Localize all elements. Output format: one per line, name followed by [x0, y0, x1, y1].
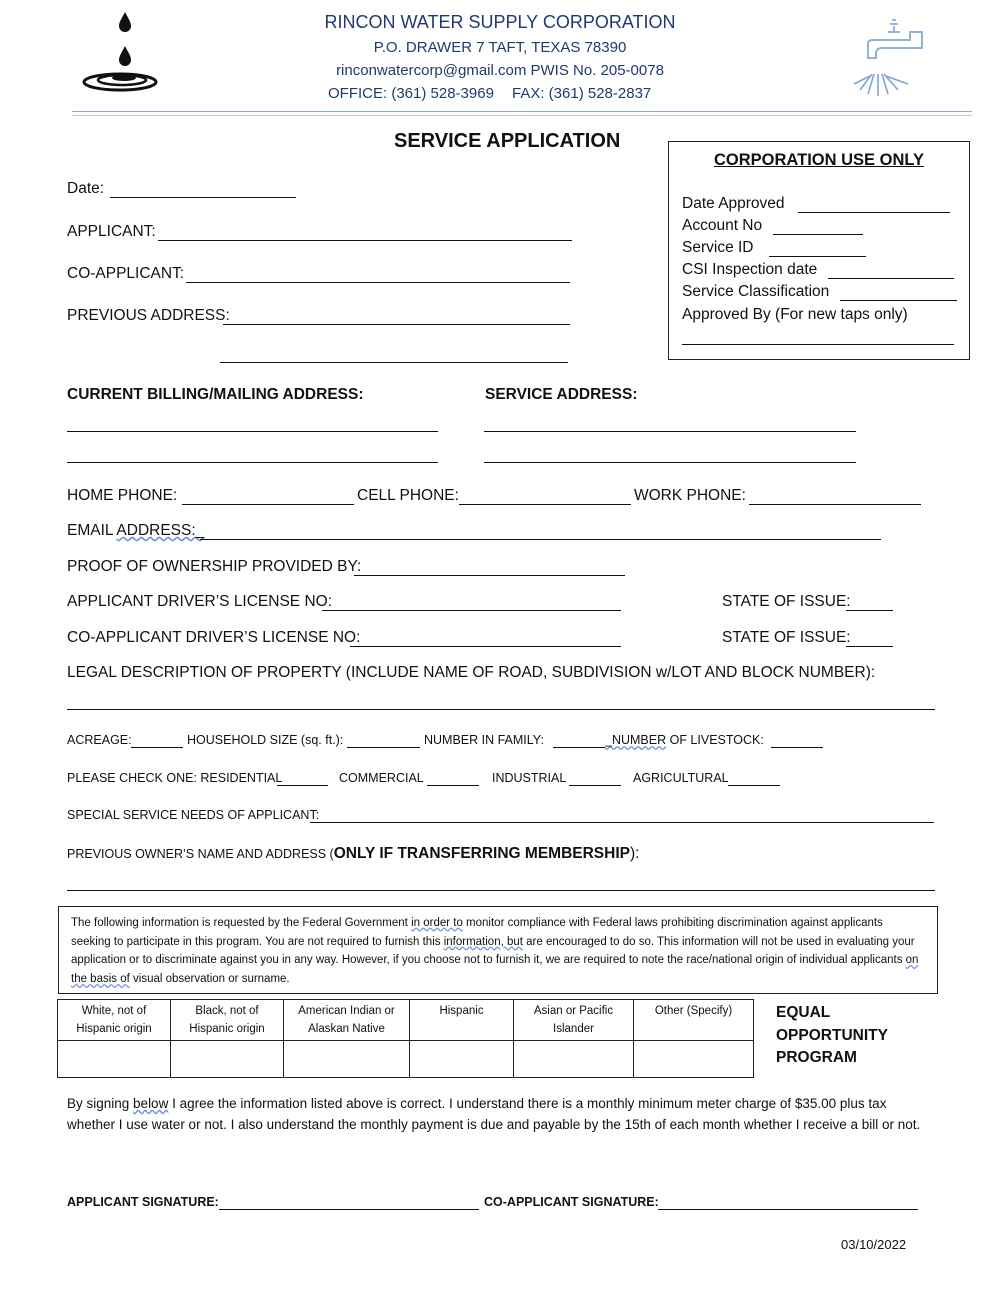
eo-header-white: White, not of Hispanic origin: [58, 1000, 171, 1041]
legal-description-field[interactable]: [67, 709, 935, 710]
previous-address-label: PREVIOUS ADDRESS:: [67, 307, 230, 324]
email-field[interactable]: [200, 539, 881, 540]
date-approved-label: Date Approved: [682, 195, 785, 212]
industrial-checkbox[interactable]: [569, 785, 621, 786]
co-drivers-license-label: CO-APPLICANT DRIVER’S LICENSE NO:: [67, 629, 361, 646]
special-needs-field[interactable]: [310, 822, 934, 823]
residential-label: PLEASE CHECK ONE: RESIDENTIAL: [67, 771, 283, 785]
commercial-label: COMMERCIAL: [339, 771, 424, 785]
eo-cell-black[interactable]: [171, 1041, 284, 1078]
corporation-box-title: CORPORATION USE ONLY: [714, 151, 924, 169]
number-in-family-label: NUMBER IN FAMILY:: [424, 733, 544, 747]
special-needs-label: SPECIAL SERVICE NEEDS OF APPLICANT:: [67, 808, 320, 822]
service-id-field[interactable]: [769, 256, 866, 257]
service-classification-field[interactable]: [840, 300, 957, 301]
proof-ownership-label: PROOF OF OWNERSHIP PROVIDED BY:: [67, 558, 362, 575]
org-email-pwis: rinconwatercorp@gmail.com PWIS No. 205-0078: [336, 62, 664, 79]
previous-address-field[interactable]: [223, 324, 570, 325]
date-approved-field[interactable]: [798, 212, 950, 213]
commercial-checkbox[interactable]: [427, 785, 479, 786]
co-state-of-issue-label: STATE OF ISSUE:: [722, 629, 851, 646]
work-phone-field[interactable]: [749, 504, 921, 505]
applicant-field[interactable]: [158, 240, 572, 241]
applicant-signature-label: APPLICANT SIGNATURE:: [67, 1195, 219, 1209]
co-drivers-license-field[interactable]: [350, 646, 621, 647]
service-classification-label: Service Classification: [682, 283, 830, 300]
co-state-of-issue-field[interactable]: [846, 646, 893, 647]
eo-header-black: Black, not of Hispanic origin: [171, 1000, 284, 1041]
org-name: RINCON WATER SUPPLY CORPORATION: [324, 12, 676, 32]
billing-address-field[interactable]: [67, 431, 438, 432]
equal-opportunity-table: [57, 999, 754, 1078]
proof-ownership-field[interactable]: [354, 575, 625, 576]
eo-header-asian: Asian or Pacific Islander: [514, 1000, 634, 1041]
livestock-label: _NUMBER OF LIVESTOCK:: [605, 733, 764, 747]
org-fax: FAX: (361) 528-2837: [512, 85, 652, 102]
cell-phone-field[interactable]: [459, 504, 631, 505]
livestock-field[interactable]: [771, 747, 823, 748]
state-of-issue-label: STATE OF ISSUE:: [722, 593, 851, 610]
number-in-family-field[interactable]: [553, 747, 605, 748]
service-address-field-2[interactable]: [484, 462, 856, 463]
eo-header-american-indian: American Indian or Alaskan Native: [284, 1000, 410, 1041]
agricultural-checkbox[interactable]: [728, 785, 780, 786]
corporation-use-box: [668, 141, 970, 360]
cell-phone-label: CELL PHONE:: [357, 487, 459, 504]
drivers-license-field[interactable]: [322, 610, 621, 611]
coapplicant-field[interactable]: [186, 282, 570, 283]
applicant-signature-field[interactable]: [219, 1209, 479, 1210]
coapplicant-signature-field[interactable]: [658, 1209, 918, 1210]
header-divider: [72, 111, 972, 112]
previous-owner-field[interactable]: [67, 890, 935, 891]
email-label: EMAIL ADDRESS:_: [67, 522, 205, 539]
date-label: Date:: [67, 180, 105, 197]
previous-owner-label: PREVIOUS OWNER’S NAME AND ADDRESS (ONLY IF TRANSFERRING MEMBERSHIP):: [67, 845, 640, 862]
federal-notice-box: The following information is requested by the Federal Government in order to monitor compliance with Federal laws prohibiting discrimination against applicants seeking to participate in this program. You are not required to furnish this information, but are encouraged to do so. This information will not be used in evaluating your application or to discriminate against you in any way. However, if you choose not to furnish it, we are required to note the race/national origin of individual applicants on the basis of visual observation or surname.: [58, 906, 938, 994]
account-no-field[interactable]: [773, 234, 863, 235]
water-drop-logo: [78, 8, 158, 96]
coapplicant-label: CO-APPLICANT:: [67, 265, 185, 282]
coapplicant-signature-label: CO-APPLICANT SIGNATURE:: [484, 1195, 659, 1209]
industrial-label: INDUSTRIAL: [492, 771, 567, 785]
home-phone-label: HOME PHONE:: [67, 487, 178, 504]
form-title: SERVICE APPLICATION: [394, 130, 621, 152]
org-address: P.O. DRAWER 7 TAFT, TEXAS 78390: [373, 39, 627, 56]
legal-description-label: LEGAL DESCRIPTION OF PROPERTY (INCLUDE NAME OF ROAD, SUBDIVISION w/LOT AND BLOCK NUMBER):: [67, 664, 876, 681]
drivers-license-label: APPLICANT DRIVER’S LICENSE NO:: [67, 593, 333, 610]
footer-date: 03/10/2022: [841, 1237, 907, 1252]
agreement-text: By signing below I agree the information listed above is correct. I understand there is a monthly minimum meter charge of $35.00 plus tax whether I use water or not. I also understand the monthly payment is due and payable by the 15th of each month whether I receive a bill or not.: [67, 1096, 921, 1132]
csi-inspection-label: CSI Inspection date: [682, 261, 818, 278]
service-address-field[interactable]: [484, 431, 856, 432]
account-no-label: Account No: [682, 217, 763, 234]
household-size-label: HOUSEHOLD SIZE (sq. ft.):: [187, 733, 344, 747]
applicant-label: APPLICANT:: [67, 223, 156, 240]
service-address-label: SERVICE ADDRESS:: [485, 386, 638, 403]
csi-inspection-field[interactable]: [828, 278, 954, 279]
faucet-icon: [852, 14, 932, 102]
approved-by-label: Approved By (For new taps only): [682, 306, 908, 323]
previous-address-field-2[interactable]: [220, 362, 568, 363]
eo-header-other: Other (Specify): [634, 1000, 754, 1041]
equal-opportunity-label: EQUAL OPPORTUNITY PROGRAM: [776, 1004, 888, 1066]
agricultural-label: AGRICULTURAL: [633, 771, 729, 785]
work-phone-label: WORK PHONE:: [634, 487, 746, 504]
eo-cell-asian[interactable]: [514, 1041, 634, 1078]
acreage-field[interactable]: [131, 747, 183, 748]
household-size-field[interactable]: [347, 747, 420, 748]
eo-cell-hispanic[interactable]: [410, 1041, 514, 1078]
date-field[interactable]: [110, 197, 296, 198]
eo-cell-white[interactable]: [58, 1041, 171, 1078]
eo-header-hispanic: Hispanic: [410, 1000, 514, 1041]
header-divider-2: [72, 115, 972, 116]
org-office-phone: OFFICE: (361) 528-3969: [328, 85, 494, 102]
service-id-label: Service ID: [682, 239, 754, 256]
billing-address-field-2[interactable]: [67, 462, 438, 463]
home-phone-field[interactable]: [182, 504, 354, 505]
state-of-issue-field[interactable]: [846, 610, 893, 611]
eo-cell-other[interactable]: [634, 1041, 754, 1078]
eo-cell-american-indian[interactable]: [284, 1041, 410, 1078]
acreage-label: ACREAGE:: [67, 733, 132, 747]
approved-by-field[interactable]: [682, 344, 954, 345]
billing-address-label: CURRENT BILLING/MAILING ADDRESS:: [67, 386, 364, 403]
residential-checkbox[interactable]: [277, 785, 328, 786]
